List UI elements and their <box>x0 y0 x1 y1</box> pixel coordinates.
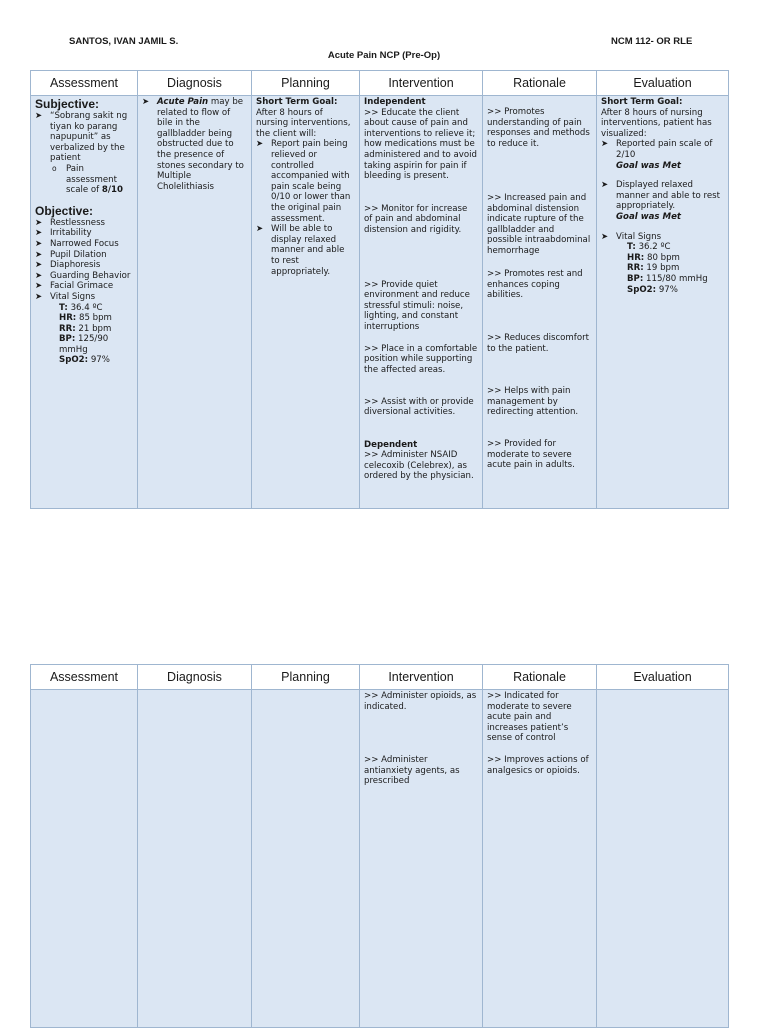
evaluation-item-text: Reported pain scale of 2/10 <box>616 139 713 160</box>
table-row <box>31 690 729 1028</box>
goal-met-label: Goal was Met <box>616 211 682 222</box>
planning-cell <box>252 690 360 1028</box>
objective-item: ➤ Restlessness <box>35 218 133 229</box>
evaluation-goal-heading: Short Term Goal: <box>601 97 683 107</box>
document-title: Acute Pain NCP (Pre-Op) <box>327 50 441 61</box>
subjective-item <box>35 111 133 196</box>
vital-sign-value: 36.4 ºC <box>70 302 103 313</box>
rationale-item: >> Improves actions of analgesics or opioids. <box>487 755 589 776</box>
vital-sign-value: 125/90 mmHg <box>59 334 109 355</box>
table-header-row <box>31 71 729 96</box>
vital-sign-respiratory-rate <box>627 263 724 274</box>
planning-item: ➤ Will be able to display relaxed manner and able to rest appropriately. <box>256 224 355 277</box>
planning-goal-heading: Short Term Goal: <box>256 97 338 107</box>
intervention-item: >> Administer NSAID celecoxib (Celebrex), as ordered by the physician. <box>364 450 474 482</box>
intervention-cell <box>360 96 483 509</box>
column-header-rationale: Rationale <box>483 665 597 690</box>
goal-met-label: Goal was Met <box>616 160 682 171</box>
pain-assessment-text: Pain assessment scale of <box>66 163 117 196</box>
vital-sign-respiratory-rate <box>59 324 133 335</box>
diagnosis-text: may be related to flow of bile in the gallbladder being obstructed due to the presence of stones secondary to Multiple Cholelithiasis <box>157 97 244 192</box>
vital-sign-value: 36.2 ºC <box>638 242 671 253</box>
vital-sign-label: RR: <box>627 263 644 274</box>
ncp-table-page-1 <box>30 70 729 509</box>
subjective-heading: Subjective: <box>35 97 100 111</box>
vital-sign-label: HR: <box>59 313 77 324</box>
vital-signs-label: Vital Signs <box>616 231 662 242</box>
diagnosis-cell <box>138 690 252 1028</box>
evaluation-item <box>601 139 724 171</box>
objective-item: ➤ Facial Grimace <box>35 281 133 292</box>
ncp-table-page-2 <box>30 664 729 1028</box>
planning-intro: After 8 hours of nursing interventions, the client will: <box>256 107 351 139</box>
vital-sign-label: T: <box>627 242 636 253</box>
rationale-item: >> Indicated for moderate to severe acute pain and increases patient’s sense of control <box>487 691 572 744</box>
student-name: SANTOS, IVAN JAMIL S. <box>69 36 179 47</box>
diagnosis-cell <box>138 96 252 509</box>
column-header-evaluation: Evaluation <box>597 71 729 96</box>
objective-item: ➤ Diaphoresis <box>35 260 133 271</box>
rationale-cell <box>483 96 597 509</box>
column-header-rationale: Rationale <box>483 71 597 96</box>
vital-sign-label: T: <box>59 302 68 313</box>
pain-assessment-item <box>50 164 133 196</box>
vital-sign-spo2 <box>59 355 133 366</box>
diagnosis-statement <box>142 97 247 192</box>
evaluation-vital-signs-item <box>601 232 724 296</box>
vital-sign-label: HR: <box>627 252 645 263</box>
vital-sign-value: 80 bpm <box>646 252 680 263</box>
assessment-vital-signs <box>35 303 133 367</box>
column-header-intervention: Intervention <box>360 665 483 690</box>
vital-sign-label: BP: <box>59 334 76 345</box>
intervention-item: >> Provide quiet environment and reduce stressful stimuli: noise, lighting, and constant interruptions <box>364 279 470 332</box>
intervention-item: >> Monitor for increase of pain and abdominal distension and rigidity. <box>364 203 468 235</box>
vital-sign-label: RR: <box>59 323 76 334</box>
independent-heading: Independent <box>364 97 426 107</box>
rationale-item: >> Increased pain and abdominal distension indicate rupture of the gallbladder and possible intraabdominal hemorrhage <box>487 193 591 256</box>
column-header-planning: Planning <box>252 71 360 96</box>
intervention-item: >> Educate the client about cause of pain and interventions to relieve it; how medications must be administered and to avoid taking aspirin for pain if bleeding is present. <box>364 107 477 182</box>
vital-sign-temperature <box>627 242 724 253</box>
evaluation-cell <box>597 690 729 1028</box>
column-header-evaluation: Evaluation <box>597 665 729 690</box>
objective-item: ➤ Pupil Dilation <box>35 250 133 261</box>
intervention-item: >> Place in a comfortable position while supporting the affected areas. <box>364 343 478 375</box>
evaluation-item-text: Displayed relaxed manner and able to rest appropriately. <box>616 180 720 212</box>
patient-quote: “Sobrang sakit ng tiyan ko parang napupunit” as verbalized by the patient <box>50 111 128 164</box>
vital-sign-label: BP: <box>627 273 644 284</box>
rationale-cell <box>483 690 597 1028</box>
rationale-item: >> Helps with pain management by redirecting attention. <box>487 386 579 418</box>
vital-sign-spo2 <box>627 285 724 296</box>
column-header-intervention: Intervention <box>360 71 483 96</box>
vital-sign-value: 97% <box>90 355 110 366</box>
pain-assessment-value: 8/10 <box>101 185 123 196</box>
objective-item: ➤ Vital Signs <box>35 292 133 303</box>
column-header-assessment: Assessment <box>31 71 138 96</box>
objective-item: ➤ Narrowed Focus <box>35 239 133 250</box>
vital-sign-heart-rate <box>627 253 724 264</box>
evaluation-vital-signs <box>616 242 724 295</box>
vital-sign-value: 115/80 mmHg <box>646 273 708 284</box>
intervention-item: >> Administer opioids, as indicated. <box>364 691 477 712</box>
vital-sign-heart-rate <box>59 313 133 324</box>
column-header-diagnosis: Diagnosis <box>138 71 252 96</box>
intervention-cell <box>360 690 483 1028</box>
vital-sign-value: 21 bpm <box>78 323 112 334</box>
evaluation-item <box>601 180 724 222</box>
course-code: NCM 112- OR RLE <box>611 36 693 47</box>
rationale-item: >> Promotes understanding of pain responses and methods to reduce it. <box>487 107 590 149</box>
vital-sign-blood-pressure <box>59 334 133 355</box>
dependent-heading: Dependent <box>364 439 418 450</box>
evaluation-intro: After 8 hours of nursing interventions, patient has visualized: <box>601 107 712 139</box>
objective-item: ➤ Guarding Behavior <box>35 271 133 282</box>
objective-item: ➤ Irritability <box>35 228 133 239</box>
vital-sign-value: 97% <box>658 284 678 295</box>
vital-sign-label: SpO2: <box>627 284 657 295</box>
assessment-cell <box>31 690 138 1028</box>
planning-cell <box>252 96 360 509</box>
vital-sign-value: 19 bpm <box>646 263 680 274</box>
vital-sign-blood-pressure <box>627 274 724 285</box>
table-row <box>31 96 729 509</box>
intervention-item: >> Administer antianxiety agents, as prescribed <box>364 755 460 787</box>
rationale-item: >> Reduces discomfort to the patient. <box>487 333 589 354</box>
evaluation-cell <box>597 96 729 509</box>
assessment-cell <box>31 96 138 509</box>
vital-sign-value: 85 bpm <box>78 313 112 324</box>
planning-item: ➤ Report pain being relieved or controlled accompanied with pain scale being 0/10 or lower than the original pain assessment. <box>256 139 355 224</box>
diagnosis-lead: Acute Pain <box>157 97 209 107</box>
column-header-diagnosis: Diagnosis <box>138 665 252 690</box>
rationale-item: >> Promotes rest and enhances coping abilities. <box>487 269 583 301</box>
intervention-item: >> Assist with or provide diversional activities. <box>364 396 474 418</box>
vital-sign-temperature <box>59 303 133 314</box>
table-header-row <box>31 665 729 690</box>
rationale-item: >> Provided for moderate to severe acute pain in adults. <box>487 439 575 471</box>
vital-sign-label: SpO2: <box>59 355 89 366</box>
objective-heading: Objective: <box>35 203 94 218</box>
column-header-planning: Planning <box>252 665 360 690</box>
column-header-assessment: Assessment <box>31 665 138 690</box>
